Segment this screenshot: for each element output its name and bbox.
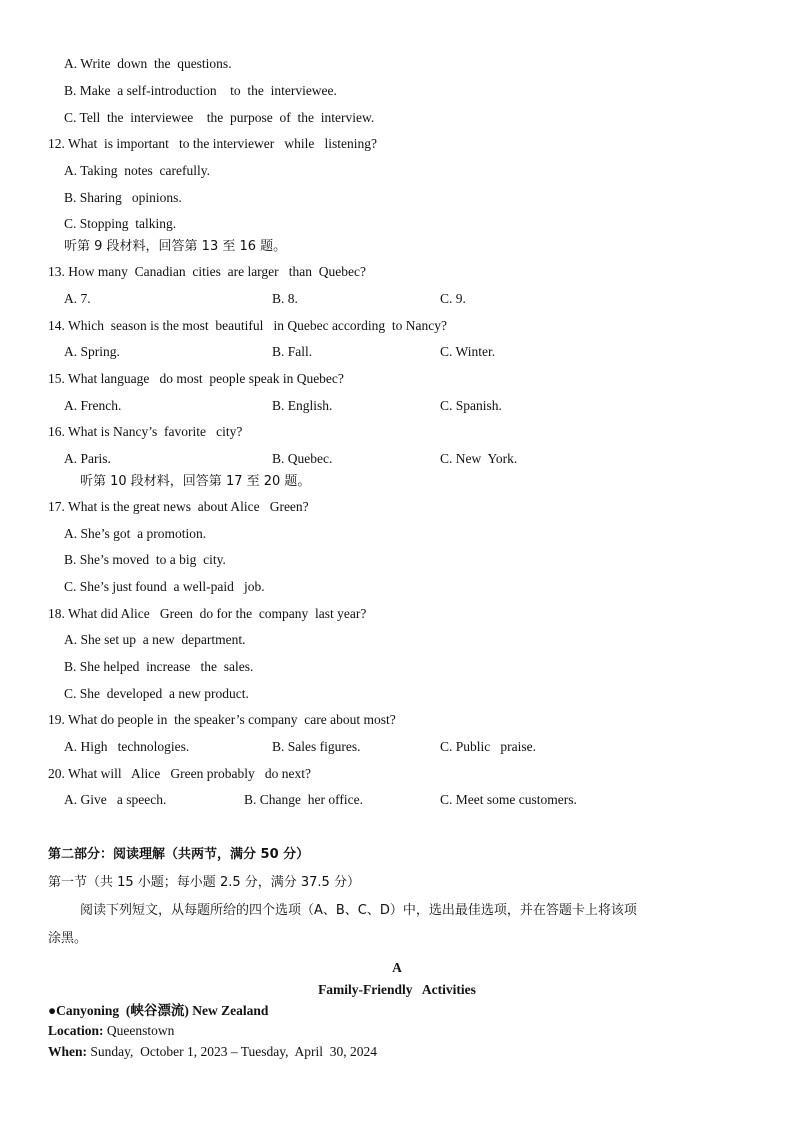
- q15-option-c: C. Spanish.: [440, 398, 502, 413]
- q15-option-b: B. English.: [272, 398, 333, 413]
- passage-letter: A: [392, 960, 402, 975]
- q20-stem: 20. What will Alice Green probably do next?: [48, 766, 311, 781]
- q20-option-b: B. Change her office.: [244, 792, 363, 807]
- q19-option-b: B. Sales figures.: [272, 739, 361, 754]
- q15-stem: 15. What language do most people speak in Quebec?: [48, 371, 344, 386]
- part2-title: 第二部分：阅读理解（共两节，满分 50 分）: [48, 847, 310, 862]
- q14-stem: 14. Which season is the most beautiful in Quebec according to Nancy?: [48, 318, 448, 333]
- q19-stem: 19. What do people in the speaker’s company care about most?: [48, 712, 396, 727]
- q17-option-b: B. She’s moved to a big city.: [64, 552, 226, 567]
- q12-stem: 12. What is important to the interviewer while listening?: [48, 136, 377, 151]
- section1-heading: 第一节（共 15 小题；每小题 2.5 分，满分 37.5 分）: [48, 875, 360, 890]
- when-label: When:: [48, 1044, 88, 1059]
- q17-stem: 17. What is the great news about Alice Green?: [48, 499, 309, 514]
- q16-option-a: A. Paris.: [64, 451, 111, 466]
- q13-option-c: C. 9.: [440, 291, 466, 306]
- q18-option-c: C. She developed a new product.: [64, 686, 249, 701]
- location-line: [48, 1022, 174, 1040]
- when-value: Sunday, October 1, 2023 – Tuesday, April 30, 2024: [87, 1044, 378, 1059]
- q12-option-c: C. Stopping talking.: [64, 216, 177, 231]
- q18-option-b: B. She helped increase the sales.: [64, 659, 254, 674]
- q20-option-c: C. Meet some customers.: [440, 792, 577, 807]
- q17-option-c: C. She’s just found a well-paid job.: [64, 579, 265, 594]
- q11-option-a: A. Write down the questions.: [64, 56, 232, 71]
- passage-title: Family-Friendly Activities: [318, 982, 476, 997]
- q19-option-a: A. High technologies.: [64, 739, 190, 754]
- q16-option-c: C. New York.: [440, 451, 518, 466]
- q18-stem: 18. What did Alice Green do for the company last year?: [48, 606, 367, 621]
- instructions-line1: 阅读下列短文，从每题所给的四个选项（A、B、C、D）中，选出最佳选项，并在答题卡上将该项: [80, 903, 637, 918]
- q14-option-b: B. Fall.: [272, 344, 313, 359]
- q12-option-b: B. Sharing opinions.: [64, 190, 182, 205]
- q18-option-a: A. She set up a new department.: [64, 632, 246, 647]
- q13-option-a: A. 7.: [64, 291, 91, 306]
- q13-stem: 13. How many Canadian cities are larger than Quebec?: [48, 264, 367, 279]
- instructions-line2: 涂黑。: [48, 931, 88, 946]
- q12-option-a: A. Taking notes carefully.: [64, 163, 211, 178]
- q19-option-c: C. Public praise.: [440, 739, 536, 754]
- q15-option-a: A. French.: [64, 398, 122, 413]
- section-9-instruction: 听第 9 段材料，回答第 13 至 16 题。: [64, 239, 287, 254]
- q14-option-c: C. Winter.: [440, 344, 496, 359]
- activity-title: ●Canyoning (峡谷漂流) New Zealand: [48, 1003, 269, 1018]
- q14-option-a: A. Spring.: [64, 344, 120, 359]
- q13-option-b: B. 8.: [272, 291, 298, 306]
- section-10-instruction: 听第 10 段材料，回答第 17 至 20 题。: [80, 474, 311, 489]
- when-line: [48, 1043, 377, 1061]
- q16-option-b: B. Quebec.: [272, 451, 333, 466]
- q16-stem: 16. What is Nancy’s favorite city?: [48, 424, 243, 439]
- location-value: Queenstown: [103, 1023, 175, 1038]
- q11-option-c: C. Tell the interviewee the purpose of the interview.: [64, 110, 375, 125]
- location-label: Location:: [48, 1023, 104, 1038]
- q20-option-a: A. Give a speech.: [64, 792, 167, 807]
- q11-option-b: B. Make a self-introduction to the interviewee.: [64, 83, 337, 98]
- q17-option-a: A. She’s got a promotion.: [64, 526, 207, 541]
